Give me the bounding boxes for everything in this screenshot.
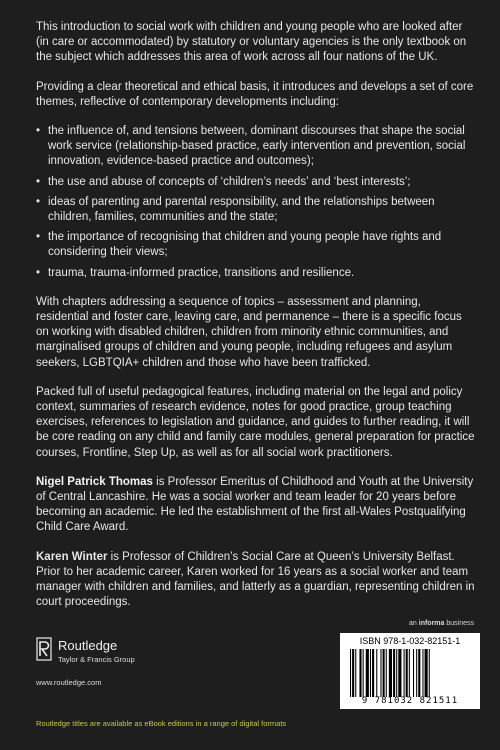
- framework-paragraph: Providing a clear theoretical and ethical basis, it introduces and develops a set of core themes, reflective of contemporary developments including:: [36, 80, 474, 108]
- barcode-stripe: [422, 649, 423, 697]
- bullet: •: [36, 231, 41, 244]
- barcode-stripe: [416, 649, 417, 697]
- publisher-group: Taylor & Francis Group: [58, 655, 135, 664]
- back-cover-text: [36, 20, 476, 625]
- barcode-stripe: [350, 649, 351, 697]
- bullet: •: [36, 125, 41, 138]
- barcode-stripe: [355, 649, 356, 697]
- theme-text: ideas of parenting and parental responsibility, and the relationships between children, families, communities and the state;: [48, 195, 435, 224]
- isbn-label: ISBN 978-1-032-82151-1: [359, 636, 461, 646]
- barcode-stripe: [380, 649, 381, 697]
- informa-prefix: an: [409, 620, 419, 627]
- barcode-stripe: [393, 649, 395, 697]
- barcode-stripe: [376, 649, 377, 697]
- author-bio: is Professor Emeritus of Childhood and Youth at the University of Central Lancashire. He was a social worker and team leader for 20 years before becoming an academic. He led the establishment of the first all-Wales Postqualifying Child Care Award.: [36, 475, 474, 534]
- barcode-stripe: [370, 649, 371, 697]
- barcode-stripe: [429, 649, 430, 697]
- author-bio-thomas: [36, 475, 476, 536]
- author-name: Karen Winter: [36, 550, 108, 563]
- features-paragraph: Packed full of useful pedagogical features, including material on the legal and policy context, summaries of research evidence, notes for good practice, group teaching exercises, references to legislation and guidance, and guides to further reading, it will be core reading on any child and family care modules, general preparation for practice courses, Frontline, Step Up, as well as for all social work practitioners.: [36, 385, 475, 459]
- barcode-stripe: [386, 649, 387, 697]
- intro-paragraph: This introduction to social work with children and young people who are looked after (in care or accommodated) by statutory or voluntary agencies is the only textbook on the subject which addresses this area of work across all four nations of the UK.: [36, 21, 467, 64]
- theme-text: trauma, trauma-informed practice, transitions and resilience.: [48, 266, 355, 279]
- publisher-logo: [36, 637, 236, 697]
- theme-item: [36, 266, 476, 281]
- barcode-stripe: [398, 649, 401, 697]
- bullet: •: [36, 175, 41, 188]
- barcode-stripe: [359, 649, 361, 697]
- barcode-stripe: [372, 649, 374, 697]
- barcode-stripe: [389, 649, 392, 697]
- theme-item: [36, 175, 476, 190]
- theme-item: [36, 230, 476, 260]
- author-name: Nigel Patrick Thomas: [36, 475, 153, 488]
- author-bio-winter: [36, 550, 476, 611]
- bullet: •: [36, 266, 41, 279]
- informa-tagline: [409, 620, 474, 627]
- barcode-stripe: [363, 649, 364, 697]
- informa-suffix: business: [444, 620, 474, 627]
- barcode-stripe: [383, 649, 385, 697]
- routledge-logo-icon: [36, 637, 52, 661]
- theme-item: [36, 124, 476, 170]
- barcode-stripe: [406, 649, 408, 697]
- informa-brand: informa: [418, 620, 445, 627]
- barcode-stripe: [396, 649, 397, 697]
- barcode-number: 9 781032 821511: [361, 696, 459, 706]
- publisher-name: Routledge: [58, 638, 118, 653]
- theme-text: the influence of, and tensions between, dominant discourses that shape the social work service (relationship-based practice, early intervention and prevention, social innovation, evidence-based practice and outcomes);: [48, 125, 466, 168]
- barcode-graphic: [350, 649, 474, 697]
- barcode-stripe: [352, 649, 354, 697]
- author-bio: is Professor of Children’s Social Care at Queen’s University Belfast. Prior to her academic career, Karen worked for 16 years as a social worker and team manager with children and families, and latterly as a guardian, representing children in court proceedings.: [36, 550, 475, 609]
- barcode-stripe: [366, 649, 369, 697]
- themes-list: [36, 124, 476, 281]
- theme-text: the use and abuse of concepts of ‘children’s needs’ and ‘best interests’;: [48, 175, 411, 188]
- theme-text: the importance of recognising that children and young people have rights and considering their views;: [48, 231, 442, 259]
- barcode-panel: [340, 633, 480, 709]
- barcode-stripe: [409, 649, 410, 697]
- theme-item: [36, 195, 476, 225]
- barcode-stripe: [413, 649, 414, 697]
- barcode-stripe: [425, 649, 428, 697]
- chapters-paragraph: With chapters addressing a sequence of topics – assessment and planning, residential and foster care, leaving care, and permanence – there is a specific focus on working with disabled children, children from minority ethnic communities, and marginalised groups of children and young people, including refugees and asylum seekers, LGBTQIA+ children and those who have been trafficked.: [36, 295, 462, 369]
- ebook-notice: Routledge titles are available as eBook editions in a range of digital formats: [36, 719, 287, 728]
- bullet: •: [36, 195, 41, 208]
- barcode-stripe: [404, 649, 405, 697]
- barcode-stripe: [418, 649, 420, 697]
- publisher-url: www.routledge.com: [36, 678, 102, 687]
